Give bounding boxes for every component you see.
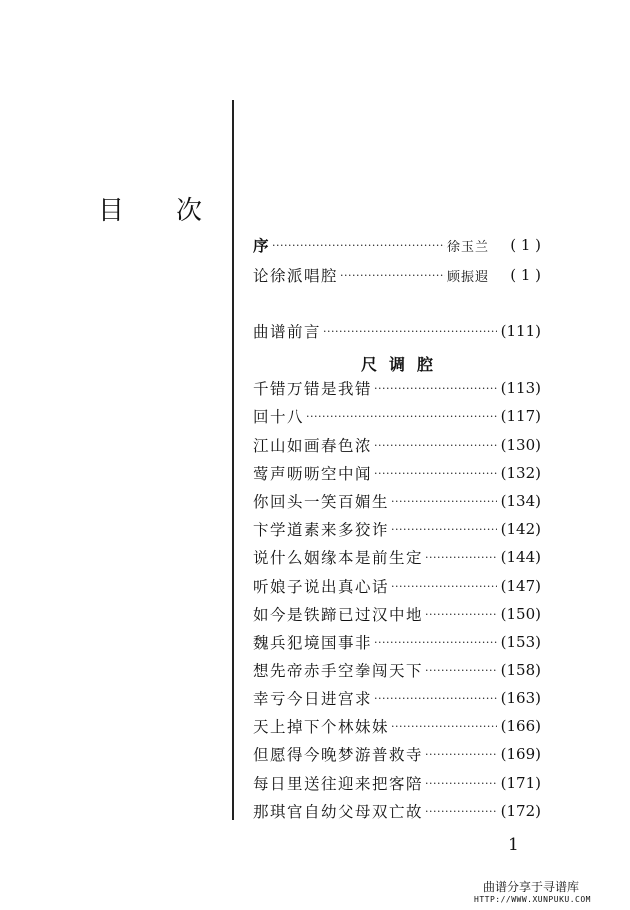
- toc-item-label: 曲谱前言: [253, 323, 322, 341]
- watermark-text: 曲谱分享于寻谱库: [483, 880, 580, 894]
- toc-item[interactable]: [253, 545, 541, 569]
- leader-dots: [425, 748, 497, 761]
- toc-item[interactable]: [253, 602, 541, 626]
- toc-item-preface-foreword[interactable]: [253, 233, 541, 257]
- leader-dots: [306, 410, 497, 423]
- leader-dots: [323, 325, 497, 338]
- toc-item-essay[interactable]: [253, 263, 541, 287]
- heading-char-2: 次: [176, 196, 203, 226]
- toc-item[interactable]: [253, 658, 541, 682]
- toc-item-score-preface[interactable]: [253, 319, 541, 343]
- toc-item-label: 说什么姻缘本是前生定: [253, 549, 424, 567]
- leader-dots: [425, 664, 497, 677]
- toc-item-label: 你回头一笑百媚生: [253, 493, 390, 511]
- leader-dots: [374, 636, 497, 649]
- toc-item-label: 想先帝赤手空拳闯天下: [253, 662, 424, 680]
- toc-item-page: (130): [500, 436, 541, 454]
- toc-item-page: (171): [500, 774, 541, 792]
- toc-item[interactable]: [253, 714, 541, 738]
- leader-dots: [391, 523, 497, 536]
- toc-item-page: (169): [500, 745, 541, 763]
- toc-item-page: (158): [500, 661, 541, 679]
- leader-dots: [374, 692, 497, 705]
- heading-char-1: 目: [98, 196, 125, 226]
- toc-item-label: 江山如画春色浓: [253, 437, 373, 455]
- toc-item-label: 回十八: [253, 408, 305, 426]
- toc-item-page: (144): [500, 548, 541, 566]
- toc-item[interactable]: [253, 489, 541, 513]
- toc-item[interactable]: [253, 630, 541, 654]
- toc-item-label: 论徐派唱腔: [253, 267, 339, 285]
- toc-item[interactable]: [253, 461, 541, 485]
- toc-item[interactable]: [253, 404, 541, 428]
- toc-item-page: (147): [500, 577, 541, 595]
- toc-item[interactable]: [253, 742, 541, 766]
- toc-item-label: 卞学道素来多狡诈: [253, 521, 390, 539]
- toc-item-label: 但愿得今晚梦游普救寺: [253, 746, 424, 764]
- toc-item-label: 莺声呖呖空中闻: [253, 465, 373, 483]
- toc-item-author: 顾振遐: [446, 269, 489, 285]
- leader-dots: [374, 439, 497, 452]
- leader-dots: [391, 495, 497, 508]
- watermark-url: HTTP://WWW.XUNPUKU.COM: [474, 895, 591, 904]
- toc-item-label: 序: [253, 236, 271, 255]
- toc-item-page: (132): [500, 464, 541, 482]
- toc-item-label: 天上掉下个林妹妹: [253, 718, 390, 736]
- toc-item-label: 千错万错是我错: [253, 380, 373, 398]
- leader-dots: [374, 382, 497, 395]
- leader-dots: [391, 720, 497, 733]
- toc-item-page: (142): [500, 520, 541, 538]
- toc-item[interactable]: [253, 433, 541, 457]
- toc-item[interactable]: [253, 574, 541, 598]
- toc-item-page: ( 1 ): [510, 236, 541, 254]
- toc-item[interactable]: [253, 771, 541, 795]
- section-heading: 尺调腔: [360, 355, 445, 374]
- toc-item-page: (111): [500, 322, 541, 340]
- leader-dots: [425, 608, 497, 621]
- toc-item-page: (150): [500, 605, 541, 623]
- toc-item-author: 徐玉兰: [446, 239, 489, 255]
- toc-item[interactable]: [253, 686, 541, 710]
- leader-dots: [272, 239, 445, 252]
- toc-item-page: (153): [500, 633, 541, 651]
- leader-dots: [340, 269, 445, 282]
- toc-item-page: (163): [500, 689, 541, 707]
- page-number: 1: [508, 835, 519, 855]
- toc-item[interactable]: [253, 376, 541, 400]
- toc-item[interactable]: [253, 517, 541, 541]
- toc-item-label: 魏兵犯境国事非: [253, 634, 373, 652]
- toc-item-label: 幸亏今日进宫求: [253, 690, 373, 708]
- toc-item-page: ( 1 ): [510, 266, 541, 284]
- leader-dots: [374, 467, 497, 480]
- toc-item-label: 每日里送往迎来把客陪: [253, 775, 424, 793]
- toc-item-page: (166): [500, 717, 541, 735]
- vertical-rule: [232, 100, 234, 820]
- toc-item[interactable]: [253, 799, 541, 823]
- toc-item-label: 那琪官自幼父母双亡故: [253, 803, 424, 821]
- leader-dots: [425, 777, 497, 790]
- toc-item-label: 听娘子说出真心话: [253, 578, 390, 596]
- leader-dots: [425, 805, 497, 818]
- toc-item-page: (117): [500, 407, 541, 425]
- toc-item-label: 如今是铁蹄已过汉中地: [253, 606, 424, 624]
- leader-dots: [425, 551, 497, 564]
- toc-item-page: (172): [500, 802, 541, 820]
- toc-item-page: (113): [500, 379, 541, 397]
- toc-item-page: (134): [500, 492, 541, 510]
- leader-dots: [391, 580, 497, 593]
